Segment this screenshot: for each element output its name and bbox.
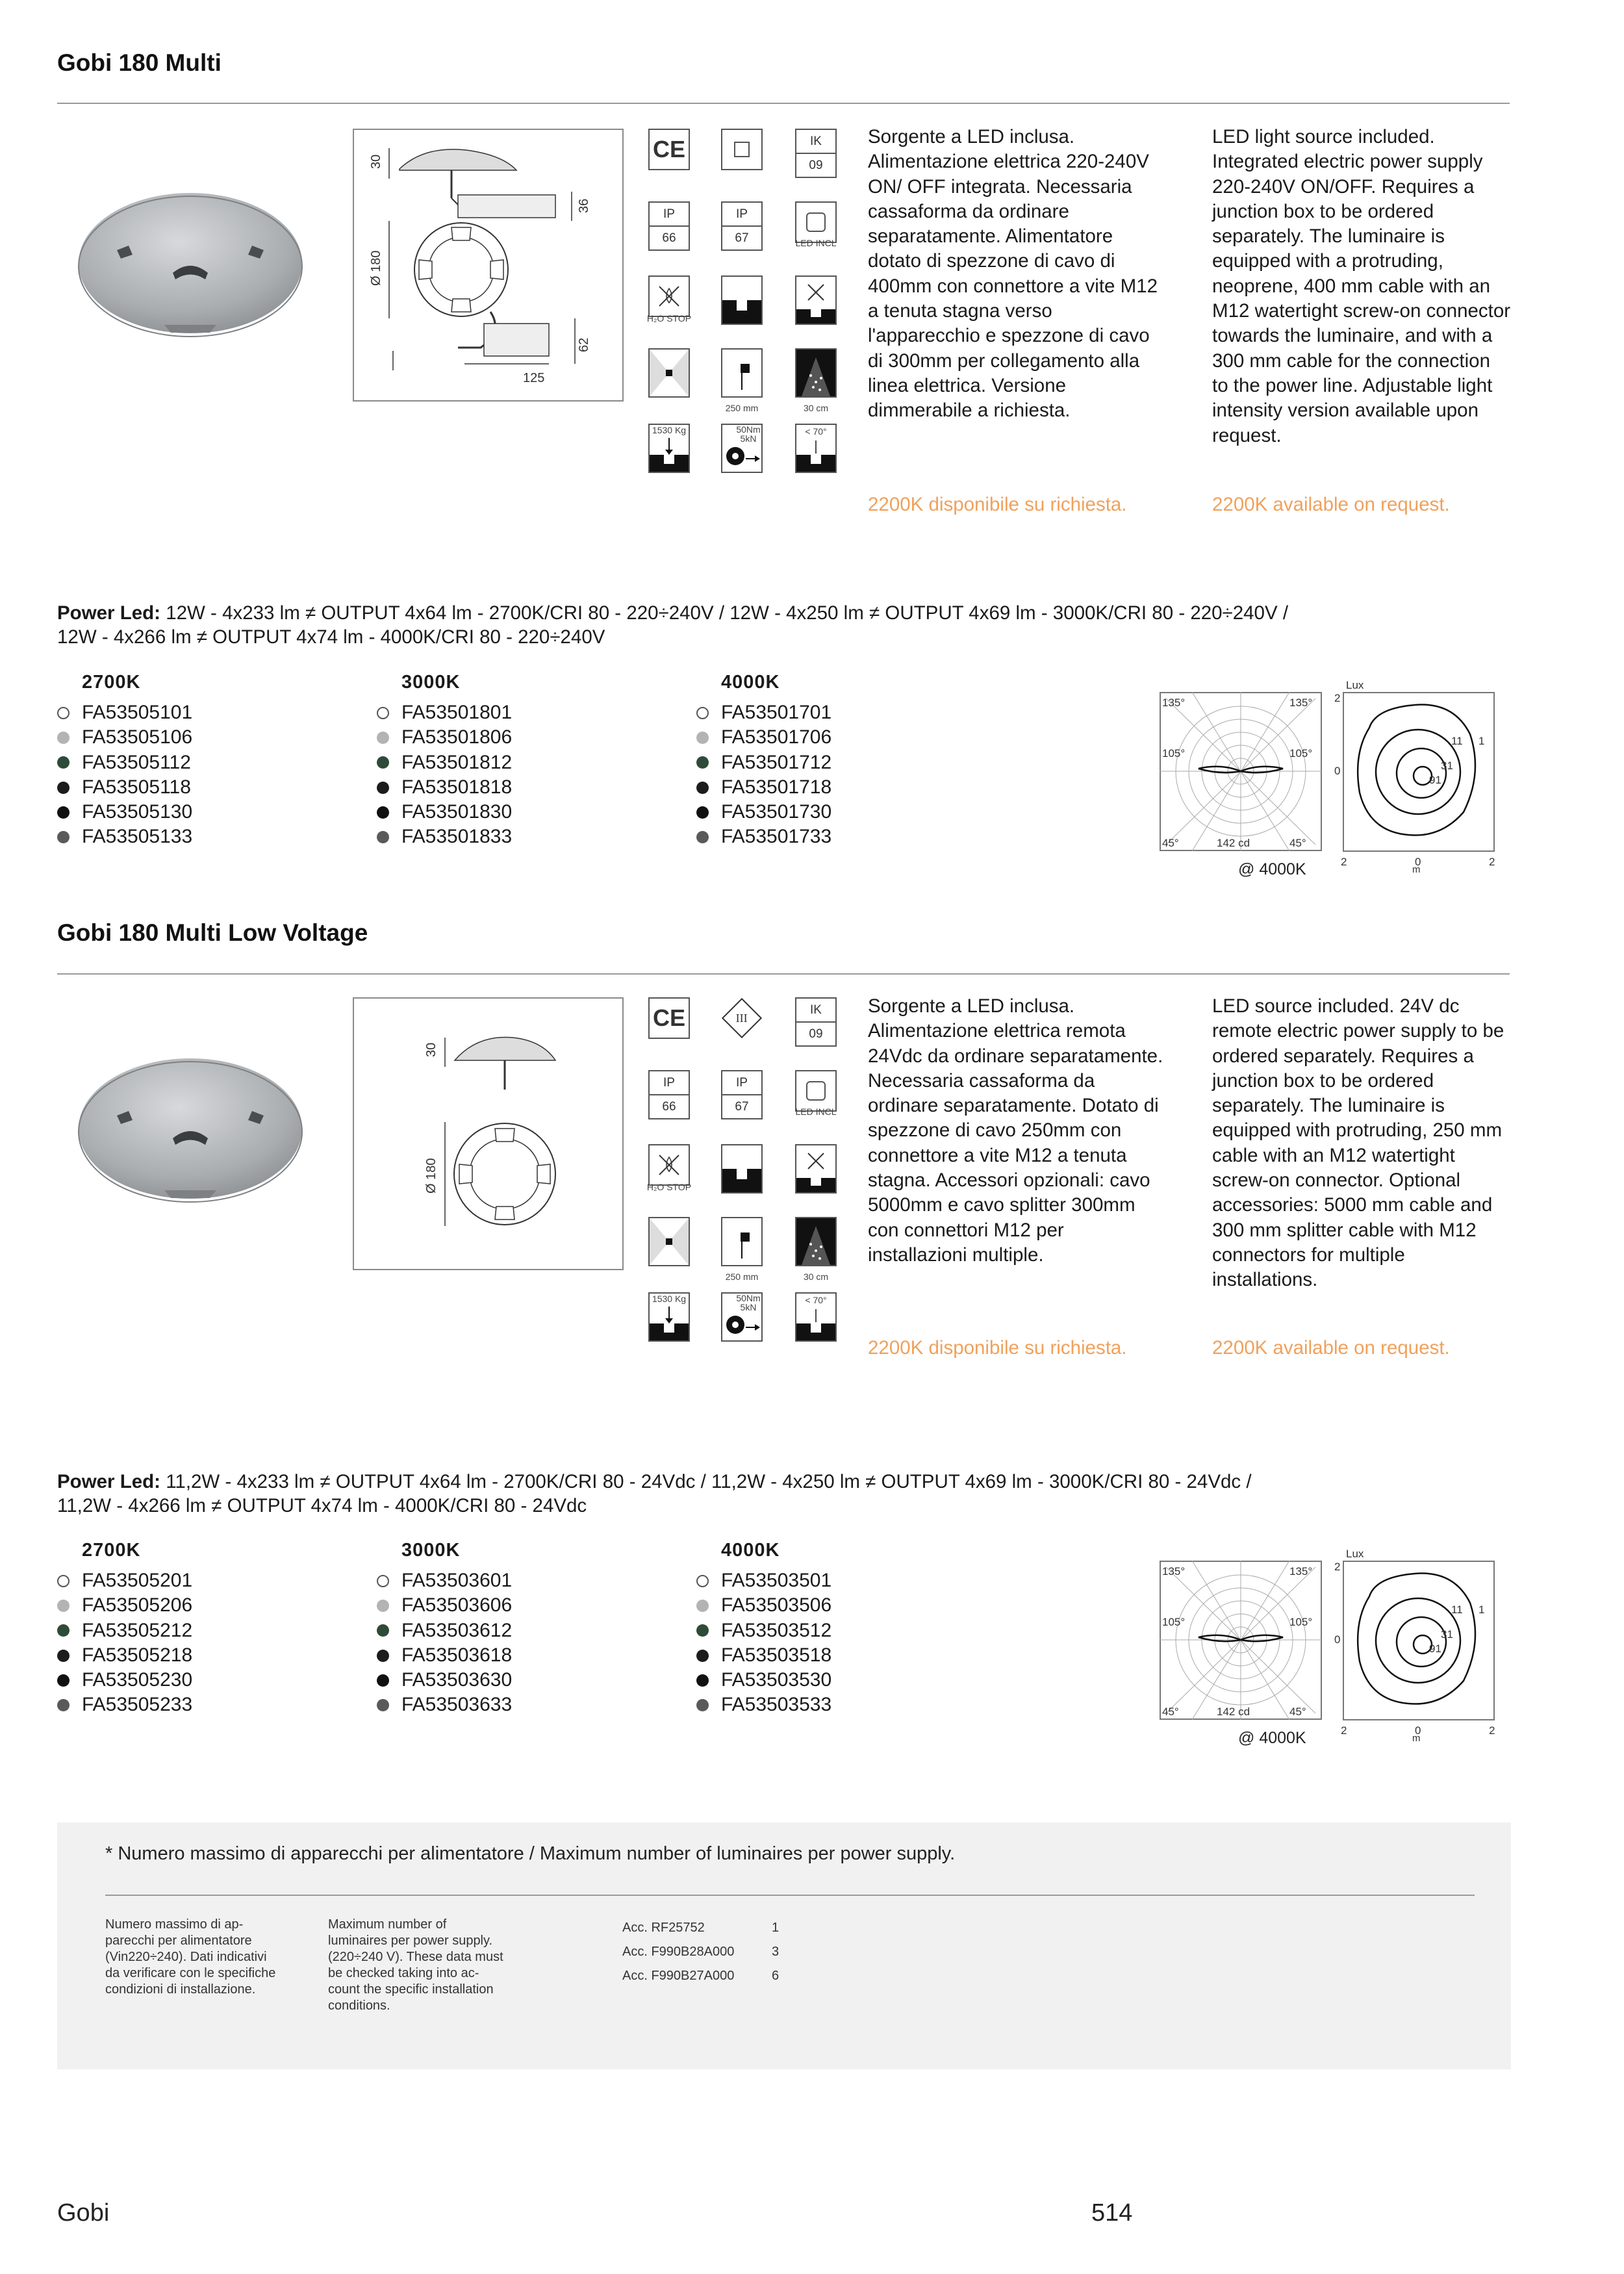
finish-grey-swatch bbox=[377, 732, 389, 744]
code-item: FA53501733 bbox=[696, 824, 831, 849]
svg-text:45°: 45° bbox=[1162, 837, 1179, 849]
code-item: FA53501712 bbox=[696, 750, 831, 775]
ip66-icon: IP 66 bbox=[648, 201, 690, 251]
finish-green-swatch bbox=[57, 1624, 70, 1637]
section-1-photometry-caption: @ 4000K bbox=[1238, 860, 1306, 878]
water-stop-icon bbox=[648, 1144, 690, 1186]
section-2-codes-4000k bbox=[696, 1568, 831, 1718]
code-item: FA53503512 bbox=[696, 1618, 831, 1643]
section-1-title: Gobi 180 Multi bbox=[57, 49, 222, 76]
code-item: FA53505233 bbox=[57, 1693, 192, 1717]
section-2-codes-2700k bbox=[57, 1568, 192, 1718]
finish-dark-swatch bbox=[377, 806, 389, 819]
light-distribution-icon bbox=[795, 348, 837, 398]
ce-icon: CE bbox=[648, 997, 690, 1039]
code-item: FA53501830 bbox=[377, 800, 512, 824]
svg-text:0: 0 bbox=[1334, 765, 1341, 777]
ip67-icon: IP 67 bbox=[721, 1070, 763, 1119]
cable-30-label: 30 cm bbox=[803, 1271, 829, 1282]
footer-text-it: Numero massimo di ap- parecchi per alimentatore (Vin220÷240). Dati indicativi da verificare con le specifiche condizioni di installazione. bbox=[105, 1917, 276, 1997]
finish-green-swatch bbox=[377, 756, 389, 769]
svg-text:105°: 105° bbox=[1162, 747, 1186, 760]
code-item: FA53501706 bbox=[696, 725, 831, 750]
page-family-label: Gobi bbox=[57, 2199, 110, 2227]
code-item: FA53505118 bbox=[57, 775, 192, 800]
svg-text:105°: 105° bbox=[1289, 747, 1313, 760]
led-incl-label: LED INCL bbox=[795, 1106, 837, 1117]
svg-text:45°: 45° bbox=[1162, 1706, 1179, 1718]
angle-label: < 70° bbox=[805, 426, 827, 437]
finish-white-swatch bbox=[57, 1575, 70, 1587]
svg-text:11: 11 bbox=[1451, 735, 1463, 747]
cable-30-label: 30 cm bbox=[803, 403, 829, 413]
symmetric-light-icon bbox=[648, 348, 690, 398]
code-item: FA53505112 bbox=[57, 750, 192, 775]
accessory-row: Acc. F990B27A000 6 bbox=[622, 1969, 780, 1983]
code-item: FA53503530 bbox=[696, 1668, 831, 1693]
section-2-power-led: Power Led: 11,2W - 4x233 lm ≠ OUTPUT 4x64 lm - 2700K/CRI 80 - 24Vdc / 11,2W - 4x250 lm ≠ OUTPUT 4x69 lm - 3000K/CRI 80 - 24Vdc / 11,2W - 4x266 lm ≠ OUTPUT 4x74 lm - 4000K/CRI 80 - 24Vdc bbox=[57, 1471, 1252, 1516]
svg-text:0: 0 bbox=[1415, 856, 1421, 868]
class-3-icon: III bbox=[721, 997, 763, 1039]
finish-anthracite-swatch bbox=[57, 1699, 70, 1711]
code-item: FA53501701 bbox=[696, 700, 831, 725]
finish-dark-swatch bbox=[696, 806, 709, 819]
finish-black-swatch bbox=[57, 1650, 70, 1662]
torque-label: 50Nm 5kN bbox=[736, 1293, 761, 1312]
finish-dark-swatch bbox=[377, 1674, 389, 1687]
finish-anthracite-swatch bbox=[57, 831, 70, 843]
code-item: FA53505230 bbox=[57, 1668, 192, 1693]
svg-text:1: 1 bbox=[1478, 735, 1485, 747]
code-item: FA53503606 bbox=[377, 1593, 512, 1618]
code-item: FA53503633 bbox=[377, 1693, 512, 1717]
section-1-product-photo bbox=[77, 182, 304, 338]
section-2-product-photo bbox=[77, 1047, 304, 1203]
section-2-note-it: 2200K disponibile su richiesta. bbox=[868, 1337, 1127, 1359]
code-item: FA53505206 bbox=[57, 1593, 192, 1618]
cable-250-label: 250 mm bbox=[725, 1271, 759, 1282]
code-item: FA53505218 bbox=[57, 1643, 192, 1668]
svg-text:105°: 105° bbox=[1162, 1616, 1186, 1628]
section-1-lux-unit: m bbox=[1412, 864, 1421, 875]
finish-anthracite-swatch bbox=[377, 1699, 389, 1711]
no-cover-icon bbox=[795, 1144, 837, 1194]
svg-text:91: 91 bbox=[1429, 1642, 1441, 1655]
svg-text:31: 31 bbox=[1441, 760, 1453, 772]
section-2-col-4000k-head: 4000K bbox=[721, 1540, 780, 1561]
svg-text:142 cd: 142 cd bbox=[1217, 1706, 1250, 1718]
code-item: FA53503518 bbox=[696, 1643, 831, 1668]
footer-divider bbox=[105, 1895, 1475, 1896]
section-1-divider bbox=[57, 103, 1510, 104]
finish-black-swatch bbox=[696, 782, 709, 794]
finish-green-swatch bbox=[696, 756, 709, 769]
svg-text:2: 2 bbox=[1341, 1724, 1347, 1737]
section-1-codes-3000k bbox=[377, 700, 512, 850]
finish-dark-swatch bbox=[57, 1674, 70, 1687]
finish-black-swatch bbox=[57, 782, 70, 794]
accessory-row: Acc. F990B28A000 3 bbox=[622, 1945, 780, 1959]
svg-text:1: 1 bbox=[1478, 1603, 1485, 1616]
svg-text:Lux: Lux bbox=[1346, 679, 1364, 691]
dim-height: 30 bbox=[369, 154, 383, 169]
section-2-technical-drawing bbox=[353, 997, 624, 1270]
section-1-col-2700k-head: 2700K bbox=[82, 672, 141, 693]
finish-grey-swatch bbox=[57, 732, 70, 744]
section-2-photometry-caption: @ 4000K bbox=[1238, 1729, 1306, 1747]
dim-diameter: Ø 180 bbox=[369, 250, 383, 286]
recessed-ground-icon bbox=[721, 275, 763, 325]
svg-text:135°: 135° bbox=[1289, 1565, 1313, 1578]
code-item: FA53503601 bbox=[377, 1568, 512, 1593]
angle-label: < 70° bbox=[805, 1295, 827, 1305]
ce-icon: CE bbox=[648, 129, 690, 170]
recessed-ground-icon bbox=[721, 1144, 763, 1194]
finish-white-swatch bbox=[57, 707, 70, 719]
finish-white-swatch bbox=[377, 1575, 389, 1587]
h2o-stop-label: H₂O STOP bbox=[646, 1182, 692, 1192]
section-1-codes-2700k bbox=[57, 700, 192, 850]
svg-text:11: 11 bbox=[1451, 1603, 1463, 1616]
section-2-col-2700k-head: 2700K bbox=[82, 1540, 141, 1561]
accessory-table bbox=[622, 1921, 779, 1984]
section-2-codes-3000k bbox=[377, 1568, 512, 1718]
svg-text:135°: 135° bbox=[1162, 696, 1186, 709]
section-1-power-led: Power Led: 12W - 4x233 lm ≠ OUTPUT 4x64 lm - 2700K/CRI 80 - 220÷240V / 12W - 4x250 lm ≠ OUTPUT 4x69 lm - 3000K/CRI 80 - 220÷240V / 12W - 4x266 lm ≠ OUTPUT 4x74 lm - 4000K/CRI 80 - 220÷240V bbox=[57, 602, 1289, 648]
svg-text:0: 0 bbox=[1415, 1724, 1421, 1737]
code-item: FA53503618 bbox=[377, 1643, 512, 1668]
surface-icon bbox=[721, 129, 763, 170]
svg-text:Lux: Lux bbox=[1346, 1548, 1364, 1560]
finish-grey-swatch bbox=[696, 1600, 709, 1612]
code-item: FA53503506 bbox=[696, 1593, 831, 1618]
section-1-col-4000k-head: 4000K bbox=[721, 672, 780, 693]
section-1-description-en: LED light source included. Integrated electric power supply 220-240V ON/OFF. Requires a junction box to be ordered separately. The luminaire is equipped with a protruding, neoprene, 400 mm cable with an M12 watertight screw-on connector towards the luminaire, and with a 300 mm cable for the connection to the power line. Adjustable light intensity version available upon request. bbox=[1212, 126, 1511, 446]
code-item: FA53505106 bbox=[57, 725, 192, 750]
section-1-note-en: 2200K available on request. bbox=[1212, 494, 1450, 515]
finish-anthracite-swatch bbox=[696, 831, 709, 843]
code-item: FA53501806 bbox=[377, 725, 512, 750]
finish-black-swatch bbox=[377, 1650, 389, 1662]
ik-icon: IK 09 bbox=[795, 129, 837, 178]
section-1-isolux-diagram bbox=[1324, 676, 1499, 871]
footer-text-en: Maximum number of luminaires per power supply. (220÷240 V). These data must be checked taking into ac- count the specific installation conditions. bbox=[328, 1917, 503, 2013]
load-label: 1530 Kg bbox=[652, 1294, 687, 1304]
finish-black-swatch bbox=[696, 1650, 709, 1662]
section-1-col-3000k-head: 3000K bbox=[401, 672, 461, 693]
finish-white-swatch bbox=[696, 707, 709, 719]
section-1-description-it: Sorgente a LED inclusa. Alimentazione elettrica 220-240V ON/ OFF integrata. Necessaria cassaforma da ordinare separatamente. Alimentatore dotato di spezzone di cavo di 400mm con connettore a vite M12 a tenuta stagna verso l'apparecchio e spezzone di cavo di 300mm per collegamento alla linea elettrica. Versione dimmerabile a richiesta. bbox=[868, 126, 1158, 422]
section-1-technical-drawing bbox=[353, 129, 624, 402]
finish-grey-swatch bbox=[57, 1600, 70, 1612]
finish-green-swatch bbox=[696, 1624, 709, 1637]
svg-text:105°: 105° bbox=[1289, 1616, 1313, 1628]
dim-height: 30 bbox=[424, 1042, 438, 1057]
svg-text:2: 2 bbox=[1489, 856, 1495, 868]
code-item: FA53503501 bbox=[696, 1568, 831, 1593]
svg-text:45°: 45° bbox=[1289, 1706, 1306, 1718]
section-1-codes-4000k bbox=[696, 700, 831, 850]
section-2-title: Gobi 180 Multi Low Voltage bbox=[57, 919, 368, 946]
accessory-row: Acc. RF25752 1 bbox=[622, 1921, 780, 1935]
svg-text:142 cd: 142 cd bbox=[1217, 837, 1250, 849]
led-incl-label: LED INCL bbox=[795, 238, 837, 248]
section-1-note-it: 2200K disponibile su richiesta. bbox=[868, 494, 1127, 515]
svg-text:91: 91 bbox=[1429, 774, 1441, 786]
code-item: FA53505101 bbox=[57, 700, 192, 725]
finish-green-swatch bbox=[57, 756, 70, 769]
finish-grey-swatch bbox=[696, 732, 709, 744]
section-2-polar-diagram bbox=[1160, 1561, 1322, 1720]
svg-text:45°: 45° bbox=[1289, 837, 1306, 849]
finish-anthracite-swatch bbox=[696, 1699, 709, 1711]
svg-text:2: 2 bbox=[1489, 1724, 1495, 1737]
svg-text:2: 2 bbox=[1334, 692, 1341, 704]
power-supply-note: * Numero massimo di apparecchi per alimentatore / Maximum number of luminaires per power supply. bbox=[105, 1843, 956, 1864]
code-item: FA53501730 bbox=[696, 800, 831, 824]
cable-length-icon bbox=[721, 1217, 763, 1266]
cable-length-icon bbox=[721, 348, 763, 398]
svg-text:2: 2 bbox=[1334, 1561, 1341, 1573]
svg-text:2: 2 bbox=[1341, 856, 1347, 868]
section-2-col-3000k-head: 3000K bbox=[401, 1540, 461, 1561]
svg-text:31: 31 bbox=[1441, 1628, 1453, 1641]
code-item: FA53505130 bbox=[57, 800, 192, 824]
dim-driver-bottom: 62 bbox=[577, 337, 591, 352]
code-item: FA53505212 bbox=[57, 1618, 192, 1643]
dim-driver-top: 36 bbox=[577, 198, 591, 213]
section-2-description-en: LED source included. 24V dc remote electric power supply to be ordered separately. Requires a junction box to be ordered separately. The luminaire is equipped with protruding, 250 mm cable with an M12 watertight screw-on connector. Optional accessories: 5000 mm cable and 300 mm splitter cable with M12 connectors for multiple installations. bbox=[1212, 995, 1504, 1291]
finish-grey-swatch bbox=[377, 1600, 389, 1612]
h2o-stop-label: H₂O STOP bbox=[646, 313, 692, 324]
dim-diameter: Ø 180 bbox=[424, 1158, 438, 1194]
section-1-polar-diagram bbox=[1160, 692, 1322, 851]
section-2-isolux-diagram bbox=[1324, 1544, 1499, 1739]
page-number: 514 bbox=[1091, 2199, 1133, 2227]
finish-white-swatch bbox=[696, 1575, 709, 1587]
code-item: FA53505201 bbox=[57, 1568, 192, 1593]
section-2-description-it: Sorgente a LED inclusa. Alimentazione elettrica remota 24Vdc da ordinare separatamente. Necessaria cassaforma da ordinare separatamente. Dotato di spezzone di cavo 250mm con connettore a vite M12 a tenuta stagna. Accessori opzionali: cavo 5000mm e cavo splitter 300mm con connettori M12 per installazioni multiple. bbox=[868, 995, 1163, 1266]
code-item: FA53503533 bbox=[696, 1693, 831, 1717]
code-item: FA53503612 bbox=[377, 1618, 512, 1643]
section-2-lux-unit: m bbox=[1412, 1733, 1421, 1744]
cable-250-label: 250 mm bbox=[725, 403, 759, 413]
no-cover-icon bbox=[795, 275, 837, 325]
led-bulb-icon bbox=[795, 1070, 837, 1112]
led-bulb-icon bbox=[795, 201, 837, 243]
code-item: FA53505133 bbox=[57, 824, 192, 849]
section-2-divider bbox=[57, 973, 1510, 975]
code-item: FA53503630 bbox=[377, 1668, 512, 1693]
finish-anthracite-swatch bbox=[377, 831, 389, 843]
ik-icon: IK 09 bbox=[795, 997, 837, 1047]
finish-black-swatch bbox=[377, 782, 389, 794]
finish-green-swatch bbox=[377, 1624, 389, 1637]
code-item: FA53501801 bbox=[377, 700, 512, 725]
water-stop-icon bbox=[648, 275, 690, 317]
dim-width: 125 bbox=[523, 371, 545, 385]
code-item: FA53501718 bbox=[696, 775, 831, 800]
finish-dark-swatch bbox=[57, 806, 70, 819]
ip66-icon: IP 66 bbox=[648, 1070, 690, 1119]
torque-label: 50Nm 5kN bbox=[736, 424, 761, 444]
code-item: FA53501833 bbox=[377, 824, 512, 849]
code-item: FA53501812 bbox=[377, 750, 512, 775]
finish-white-swatch bbox=[377, 707, 389, 719]
svg-text:135°: 135° bbox=[1289, 696, 1313, 709]
load-label: 1530 Kg bbox=[652, 425, 687, 435]
code-item: FA53501818 bbox=[377, 775, 512, 800]
light-distribution-icon bbox=[795, 1217, 837, 1266]
svg-text:135°: 135° bbox=[1162, 1565, 1186, 1578]
symmetric-light-icon bbox=[648, 1217, 690, 1266]
section-2-note-en: 2200K available on request. bbox=[1212, 1337, 1450, 1359]
svg-text:0: 0 bbox=[1334, 1633, 1341, 1646]
ip67-icon: IP 67 bbox=[721, 201, 763, 251]
finish-dark-swatch bbox=[696, 1674, 709, 1687]
